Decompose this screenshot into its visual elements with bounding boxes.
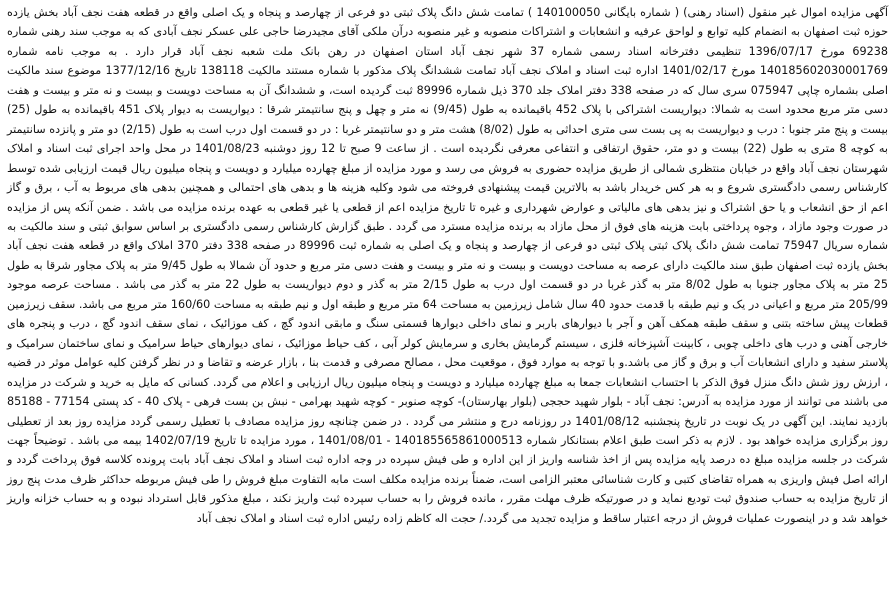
notice-body-text: آگهی مزایده اموال غیر منقول (اسناد رهنی) ( شماره بایگانی 140100050 ) تمامت شش دانگ پلاک ثبتی دو فرعی از چهارصد و پنجاه و یک اصلی واقع در قطعه هفت نجف آباد بخش یازده حوزه ثبت اصفهان به انضمام کلیه توابع و لواحق عرفیه و انشعابات و اشتراکات منصوبه و غیر منصوبه درآن ملکی آقای مجیدرضا حاجی علی عسکر نجف آبادی که به موجب سند رهنی شماره 69238 مورخ 1396/07/17 تنظیمی دفترخانه اسناد رسمی شماره 37 شهر نجف آباد استان اصفهان در رهن بانک ملت شعبه نجف آباد قرار دارد . به موجب نامه شماره 140185602030001769 مورخ 1401/02/17 اداره ثبت اسناد و املاک نجف آباد تمامت ششدانگ پلاک مذکور با شماره مستند مالکیت 138118 تاریخ 1377/12/16 موضوع سند مالکیت اصلی بشماره چاپی 075947 سری سال که در صفحه 338 دفتر املاک جلد 370 ذیل شماره 89996 ثبت گردیده است، و ششدانگ آن به مساحت دویست و بیست و نه متر و بیست و هفت دسی متر مربع محدود است به شمالا: دیواریست اشتراکی با پلاک 452 باقیمانده به طول (9/45) نه متر و چهل و پنج سانتیمتر شرقا : دیواریست به دیوار پلاک 451 باقیمانده به طول (25) بیست و پنج متر جنوبا : درب و دیواریست به پی بست سی متری احداثی به طول (8/02) هشت متر و دو سانتیمتر غربا : در دو قسمت اول درب است به طول (2/15) دو متر و پانزده سانتیمتر به کوچه 8 متری به طول (22) بیست و دو متر، حقوق ارتفاقی و انتفاعی معرفی نگردیده است . از ساعت 9 صبح تا 12 روز دوشنبه 1401/08/23 در محل واحد اجرای ثبت اسناد و املاک شهرستان نجف آباد واقع در خیابان منتظری شمالی از طریق مزایده حضوری به فروش می رسد و مورد مزایده از مبلغ چهارده میلیارد و دویست و پنجاه میلیون ریال قیمت ارزیابی شده توسط کارشناس رسمی دادگستری شروع و به هر کس خریدار باشد به بالاترین قیمت پیشنهادی فروخته می شود وکلیه هزینه ها و بدهی های احتمالی و همچنین بدهی های مربوط به آب ، برق و گاز اعم از حق انشعاب و یا حق اشتراک و نیز بدهی های مالیاتی و عوارض شهرداری و غیره تا تاریخ مزایده اعم از قطعی یا غیر قطعی به عهده برنده مزایده می باشد . ضمن آنکه پس از مزایده در صورت وجود مازاد ، وجوه پرداختی بابت هزینه های فوق از محل مازاد به برنده مزایده مسترد می گردد . طبق گزارش کارشناس رسمی دادگستری بر اساس سوابق ثبتی و سند مالکیت به شماره سریال 75947 تمامت شش دانگ پلاک ثبتی پلاک ثبتی دو فرعی از چهارصد و پنجاه و یک اصلی به شماره ثبت 89996 در صفحه 338 دفتر 370 املاک واقع در قطعه هفت نجف آباد بخش یازده ثبت اصفهان طبق سند مالکیت دارای عرصه به مساحت دویست و بیست و نه متر و بیست و هفت دسی متر مربع و حدود آن شمالا به طول 9/45 متر به پلاک مجاور شرقا به طول 25 متر به پلاک مجاور جنوبا به طول 8/02 متر به گذر غربا در دو قسمت اول درب به طول 2/15 متر به گذر و دوم دیواریست به طول 22 متر به گذر می باشد . مساحت عرصه موجود 205/99 متر مربع و اعیانی در یک و نیم طبقه با قدمت حدود 40 سال شامل زیرزمین به مساحت 64 متر مربع و طبقه اول و نیم طبقه به مساحت 160/60 متر مربع می باشد. سقف زیرزمین قطعات پیش ساخته بتنی و سقف طبقه همکف آهن و آجر با دیوارهای باربر و نمای داخلی دیوارها قسمتی سنگ و مابقی اندود گچ ، کف موزائیک ، نمای سقف اندود گچ ، درب و پنجره های خارجی آهنی و درب های داخلی چوبی ، کابینت آشپزخانه فلزی ، سیستم گرمایش بخاری و سرمایش کولر آبی ، کف حیاط موزائیک ، نمای دیوارهای حیاط سرامیک و نمای ساختمان سرامیک و پلاستر سفید و دارای انشعابات آب و برق و گاز می باشد.و با توجه به موارد فوق ، موقعیت محل ، مصالح مصرفی و قدمت بنا ، بازار عرضه و تقاضا و در نظر گرفتن کلیه عوامل موثر در قضیه ، ارزش روز شش دانگ منزل فوق الذکر با احتساب انشعابات جمعا به مبلغ چهارده میلیارد و دویست و پنجاه میلیون ریال ارزیابی و اعلام می گردد. کسانی که مایل به خرید و شرکت در مزایده می باشند می توانند از مورد مزایده به آدرس: نجف آباد - بلوار شهید حججی (بلوار بهارستان)- کوچه صنوبر - کوچه شهید بهرامی - نبش بن بست فرهی - پلاک 40 - کد پستی 77154 - 85188 بازدید نمایند. این آگهی در یک نوبت در تاریخ پنجشنبه 1401/08/12 در روزنامه درج و منتشر می گردد . در ضمن چنانچه روز مزایده مصادف با تعطیل رسمی گردد مزایده روز بعد از تعطیلی روز برگزاری مزایده خواهد بود . لازم به ذکر است طبق اعلام بستانکار شماره 140185565861000513 - 1401/08/01 ، مورد مزایده تا تاریخ 1402/07/19 بیمه می باشد . توضیحاً جهت شرکت در جلسه مزایده مبلغ ده درصد پایه مزایده پس از اخذ شناسه واریز از این اداره و طی فیش سپرده در وجه اداره ثبت اسناد و املاک نجف آباد بابت پرونده کلاسه فوق پرداخت گردد و ارائه اصل فیش واریزی به همراه تقاضای کتبی و کارت شناسائی معتبر الزامی است، ضمناً برنده مزایده مکلف است مابه التفاوت مبلغ فروش را طی فیش مربوطه حداکثر ظرف مدت پنج روز از تاریخ مزایده به حساب صندوق ثبت تودیع نماید و در صورتیکه ظرف مهلت مقرر ، مانده فروش را به حساب سپرده ثبت واریز نکند ، مبلغ مذکور قابل استرداد نبوده و به حساب خزانه واریز خواهد شد و در اینصورت عملیات فروش از درجه اعتبار ساقط و مزایده تجدید می گردد./ حجت اله کاظم زاده رئیس اداره ثبت اسناد و املاک نجف آباد (7, 6, 889, 525)
